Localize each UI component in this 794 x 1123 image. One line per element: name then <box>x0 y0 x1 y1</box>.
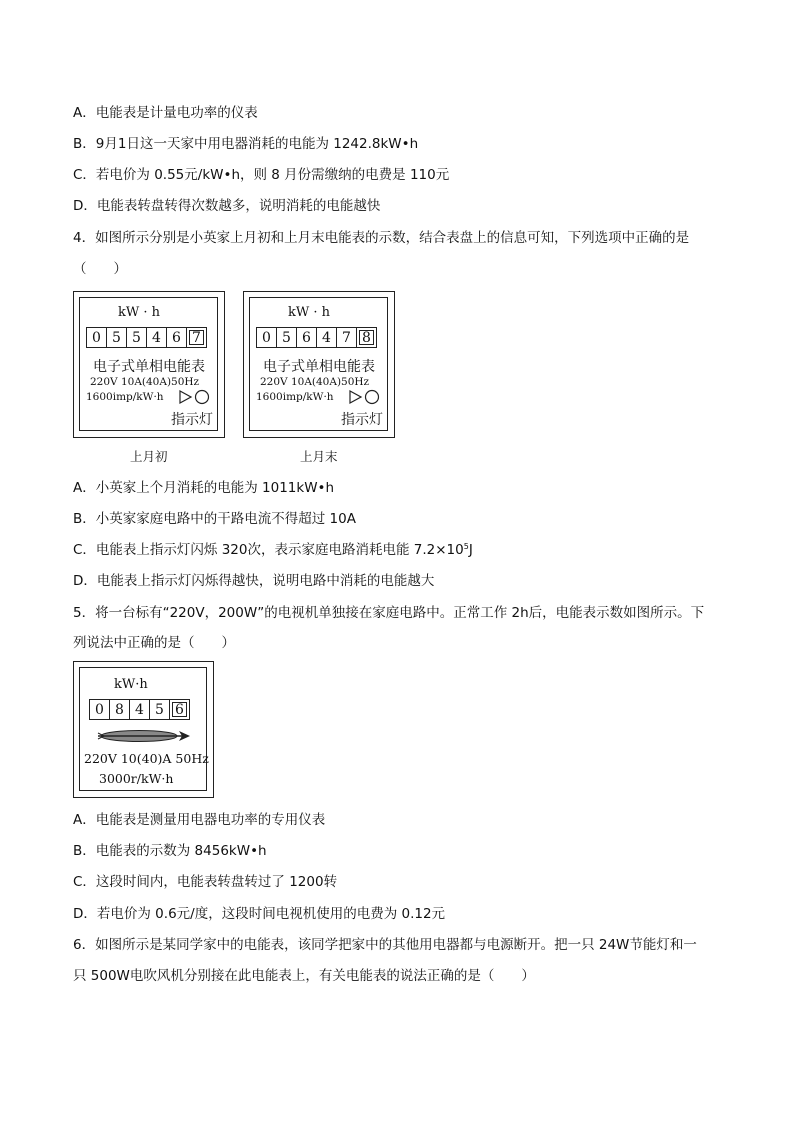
meter-digit: 6 <box>166 327 187 348</box>
q4-option-c: C．电能表上指示灯闪烁 320次，表示家庭电路消耗电能 $7.2\times 10^5J$ <box>73 542 473 558</box>
meter-digit: 0 <box>89 699 110 720</box>
meter-caption: 上月末 <box>300 449 338 464</box>
q5-option-d: D．若电价为 0.6元/度，这段时间电视机使用的电费为 0.12元 <box>73 906 446 922</box>
meter-digit: 4 <box>129 699 150 720</box>
meter-rating: 220V 10A(40A)50Hz <box>260 376 370 388</box>
indicator-light-icon <box>178 389 212 405</box>
exponent: 5 <box>463 542 469 551</box>
meter-digit-decimal: 8 <box>356 327 377 348</box>
meter-digit: 8 <box>109 699 130 720</box>
meter-tv <box>73 661 214 798</box>
option-c-prev: C．若电价为 0.55元/kW•h，则 8 月份需缴纳的电费是 110元 <box>73 167 450 183</box>
meter-rating: 220V 10A(40A)50Hz <box>90 376 200 388</box>
meter-digit: 4 <box>146 327 167 348</box>
meter-digit: 4 <box>316 327 337 348</box>
q5-option-b: B．电能表的示数为 8456kW•h <box>73 843 267 859</box>
meter-digit-decimal: 7 <box>186 327 207 348</box>
q4-option-d: D．电能表上指示灯闪烁得越快，说明电路中消耗的电能越大 <box>73 573 435 589</box>
meter-digit: 7 <box>336 327 357 348</box>
meter-digit-decimal: 6 <box>169 699 190 720</box>
rotating-disc-arrow-icon <box>96 728 192 744</box>
meter-digit: 5 <box>106 327 127 348</box>
option-b-prev: B．9月1日这一天家中用电器消耗的电能为 1242.8kW•h <box>73 136 419 152</box>
meter-digit: 5 <box>149 699 170 720</box>
meter-start-of-month <box>73 291 225 438</box>
q6-stem-line1: 6．如图所示是某同学家中的电能表，该同学把家中的其他用电器都与电源断开。把一只 24W节能灯和一 <box>73 937 697 953</box>
meter-type-label: 电子式单相电能表 <box>263 359 375 375</box>
q4-option-a: A．小英家上个月消耗的电能为 1011kW•h <box>73 480 335 496</box>
q5-stem-line2: 列说法中正确的是（ ） <box>73 635 235 651</box>
meter-unit: kW·h <box>114 677 148 692</box>
q5-stem-line1: 5．将一台标有“220V，200W”的电视机单独接在家庭电路中。正常工作 2h后，电能表示数如图所示。下 <box>73 605 705 621</box>
meter-digit: 5 <box>276 327 297 348</box>
q5-option-c: C．这段时间内，电能表转盘转过了 1200转 <box>73 874 338 890</box>
meter-digits <box>256 327 377 348</box>
meter-end-of-month <box>243 291 395 438</box>
option-d-prev: D．电能表转盘转得次数越多，说明消耗的电能越快 <box>73 198 381 214</box>
meter-unit: kW · h <box>288 305 331 320</box>
meter-constant: 3000r/kW·h <box>99 771 174 786</box>
q4-stem-line1: 4．如图所示分别是小英家上月初和上月末电能表的示数，结合表盘上的信息可知，下列选项中正确的是 <box>73 230 690 246</box>
option-a-prev: A．电能表是计量电功率的仪表 <box>73 105 258 121</box>
q4-option-b: B．小英家家庭电路中的干路电流不得超过 10A <box>73 511 356 527</box>
meter-digit: 5 <box>126 327 147 348</box>
meter-caption: 上月初 <box>130 449 168 464</box>
meter-digits <box>86 327 207 348</box>
meter-rating: 220V 10(40)A 50Hz <box>84 751 209 766</box>
indicator-label: 指示灯 <box>341 412 383 428</box>
meter-constant: 1600imp/kW·h <box>256 391 334 403</box>
meter-digit: 6 <box>296 327 317 348</box>
meter-digit: 0 <box>256 327 277 348</box>
meter-unit: kW · h <box>118 305 161 320</box>
meter-digit: 0 <box>86 327 107 348</box>
q5-option-a: A．电能表是测量用电器电功率的专用仪表 <box>73 812 326 828</box>
q4-stem-line2: （ ） <box>73 261 127 277</box>
meter-type-label: 电子式单相电能表 <box>93 359 205 375</box>
indicator-label: 指示灯 <box>171 412 213 428</box>
meter-digits <box>89 699 190 720</box>
indicator-light-icon <box>348 389 382 405</box>
q6-stem-line2: 只 500W电吹风机分别接在此电能表上，有关电能表的说法正确的是（ ） <box>73 968 535 984</box>
meter-constant: 1600imp/kW·h <box>86 391 164 403</box>
